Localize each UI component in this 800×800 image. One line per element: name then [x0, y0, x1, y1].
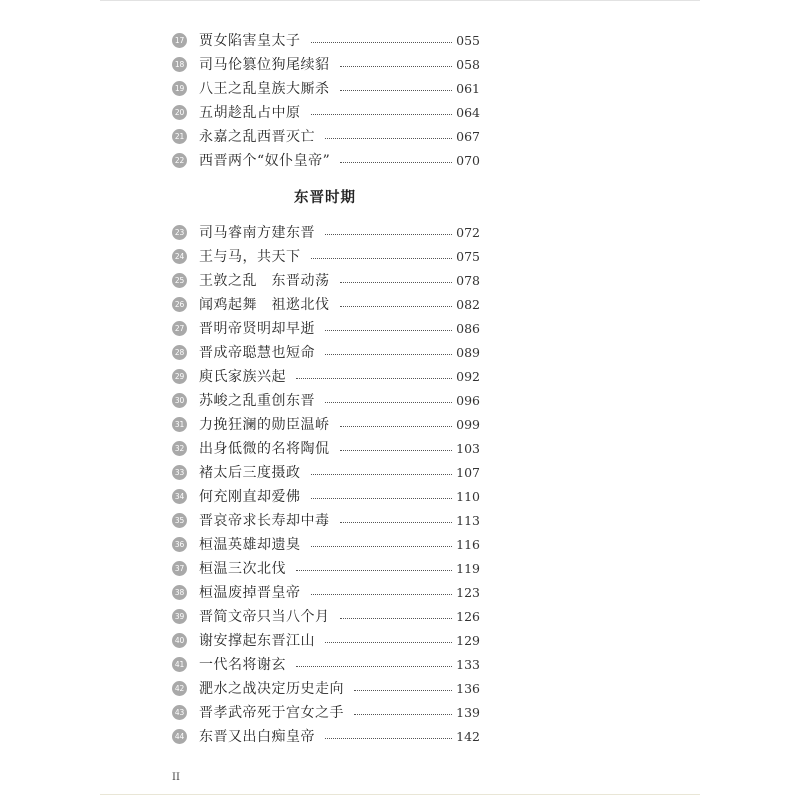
chapter-title: 桓温三次北伐 [199, 561, 286, 577]
toc-entry[interactable] [170, 316, 480, 340]
chapter-title: 西晋两个“奴仆皇帝” [199, 153, 331, 169]
toc-entry[interactable] [170, 148, 480, 172]
chapter-number-badge: 36 [172, 537, 187, 552]
dot-leader [340, 425, 453, 427]
dot-leader [340, 281, 453, 283]
toc-entry[interactable] [170, 484, 480, 508]
chapter-title: 淝水之战决定历史走向 [199, 681, 344, 697]
chapter-title: 桓温英雄却遗臭 [199, 537, 301, 553]
chapter-number-badge: 44 [172, 729, 187, 744]
dot-leader [325, 329, 452, 331]
chapter-page-number: 099 [456, 416, 480, 432]
toc-entry[interactable] [170, 412, 480, 436]
chapter-number-badge: 28 [172, 345, 187, 360]
chapter-title: 力挽狂澜的勋臣温峤 [199, 417, 330, 433]
chapter-number-badge: 30 [172, 393, 187, 408]
dot-leader [325, 737, 452, 739]
chapter-title: 晋明帝贤明却早逝 [199, 321, 315, 337]
section-heading-eastern-jin: 东晋时期 [294, 189, 356, 206]
dot-leader [311, 497, 453, 499]
toc-entry[interactable] [170, 556, 480, 580]
chapter-number-badge: 33 [172, 465, 187, 480]
chapter-page-number: 126 [456, 608, 480, 624]
chapter-page-number: 078 [456, 272, 480, 288]
chapter-page-number: 116 [456, 536, 480, 552]
dot-leader [296, 665, 452, 667]
chapter-page-number: 089 [456, 344, 480, 360]
dot-leader [340, 305, 453, 307]
chapter-number-badge: 17 [172, 33, 187, 48]
chapter-number-badge: 29 [172, 369, 187, 384]
chapter-page-number: 055 [456, 32, 480, 48]
chapter-title: 闻鸡起舞 祖逖北伐 [199, 297, 330, 313]
chapter-number-badge: 24 [172, 249, 187, 264]
dot-leader [340, 65, 453, 67]
chapter-number-badge: 39 [172, 609, 187, 624]
chapter-title: 晋哀帝求长寿却中毒 [199, 513, 330, 529]
chapter-title: 晋成帝聪慧也短命 [199, 345, 315, 361]
chapter-page-number: 067 [456, 128, 480, 144]
dot-leader [325, 137, 452, 139]
toc-entry[interactable] [170, 340, 480, 364]
dot-leader [296, 569, 452, 571]
toc-entry[interactable] [170, 268, 480, 292]
chapter-page-number: 072 [456, 224, 480, 240]
dot-leader [311, 113, 453, 115]
toc-entry[interactable] [170, 388, 480, 412]
chapter-title: 八王之乱皇族大厮杀 [199, 81, 330, 97]
dot-leader [340, 521, 453, 523]
chapter-title: 司马伦篡位狗尾续貂 [199, 57, 330, 73]
dot-leader [311, 41, 453, 43]
dot-leader [296, 377, 452, 379]
dot-leader [340, 89, 453, 91]
chapter-title: 东晋又出白痴皇帝 [199, 729, 315, 745]
chapter-title: 五胡趁乱占中原 [199, 105, 301, 121]
chapter-title: 晋简文帝只当八个月 [199, 609, 330, 625]
dot-leader [311, 257, 453, 259]
chapter-page-number: 064 [456, 104, 480, 120]
toc-entry[interactable] [170, 244, 480, 268]
dot-leader [311, 593, 453, 595]
chapter-title: 王与马，共天下 [199, 249, 301, 265]
toc-entry[interactable] [170, 580, 480, 604]
chapter-page-number: 070 [456, 152, 480, 168]
chapter-page-number: 113 [456, 512, 480, 528]
toc-entry[interactable] [170, 724, 480, 748]
chapter-title: 一代名将谢玄 [199, 657, 286, 673]
toc-entry[interactable] [170, 124, 480, 148]
dot-leader [340, 617, 453, 619]
chapter-number-badge: 25 [172, 273, 187, 288]
chapter-title: 褚太后三度摄政 [199, 465, 301, 481]
chapter-title: 桓温废掉晋皇帝 [199, 585, 301, 601]
chapter-page-number: 119 [456, 560, 480, 576]
toc-entry[interactable] [170, 628, 480, 652]
page-number-footer: II [172, 772, 180, 783]
chapter-page-number: 092 [456, 368, 480, 384]
toc-entry[interactable] [170, 100, 480, 124]
chapter-page-number: 086 [456, 320, 480, 336]
chapter-number-badge: 35 [172, 513, 187, 528]
chapter-number-badge: 26 [172, 297, 187, 312]
dot-leader [311, 545, 453, 547]
chapter-page-number: 123 [456, 584, 480, 600]
chapter-number-badge: 18 [172, 57, 187, 72]
dot-leader [325, 353, 452, 355]
chapter-page-number: 110 [456, 488, 480, 504]
chapter-title: 永嘉之乱西晋灭亡 [199, 129, 315, 145]
toc-entry[interactable] [170, 676, 480, 700]
dot-leader [340, 449, 453, 451]
toc-entry[interactable] [170, 700, 480, 724]
toc-entry[interactable] [170, 76, 480, 100]
chapter-page-number: 129 [456, 632, 480, 648]
chapter-number-badge: 40 [172, 633, 187, 648]
chapter-number-badge: 42 [172, 681, 187, 696]
chapter-page-number: 107 [456, 464, 480, 480]
toc-section-western-jin [170, 28, 480, 172]
chapter-number-badge: 41 [172, 657, 187, 672]
chapter-number-badge: 37 [172, 561, 187, 576]
page-top-border [100, 0, 700, 1]
chapter-number-badge: 20 [172, 105, 187, 120]
toc-entry[interactable] [170, 460, 480, 484]
toc-entry[interactable] [170, 364, 480, 388]
chapter-title: 出身低微的名将陶侃 [199, 441, 330, 457]
dot-leader [325, 401, 452, 403]
chapter-page-number: 103 [456, 440, 480, 456]
chapter-page-number: 075 [456, 248, 480, 264]
chapter-number-badge: 34 [172, 489, 187, 504]
chapter-title: 王敦之乱 东晋动荡 [199, 273, 330, 289]
dot-leader [325, 233, 452, 235]
dot-leader [311, 473, 453, 475]
chapter-number-badge: 19 [172, 81, 187, 96]
chapter-number-badge: 22 [172, 153, 187, 168]
dot-leader [354, 689, 452, 691]
toc-entry[interactable] [170, 220, 480, 244]
chapter-title: 贾女陷害皇太子 [199, 33, 301, 49]
chapter-title: 苏峻之乱重创东晋 [199, 393, 315, 409]
chapter-page-number: 058 [456, 56, 480, 72]
toc-entry[interactable] [170, 532, 480, 556]
chapter-number-badge: 43 [172, 705, 187, 720]
chapter-page-number: 136 [456, 680, 480, 696]
toc-entry[interactable] [170, 28, 480, 52]
chapter-number-badge: 23 [172, 225, 187, 240]
dot-leader [325, 641, 452, 643]
chapter-page-number: 061 [456, 80, 480, 96]
chapter-title: 庾氏家族兴起 [199, 369, 286, 385]
chapter-number-badge: 21 [172, 129, 187, 144]
toc-entry[interactable] [170, 292, 480, 316]
chapter-number-badge: 27 [172, 321, 187, 336]
chapter-page-number: 142 [456, 728, 480, 744]
chapter-number-badge: 31 [172, 417, 187, 432]
chapter-number-badge: 32 [172, 441, 187, 456]
page-bottom-border [100, 794, 700, 795]
toc-entry[interactable] [170, 652, 480, 676]
chapter-page-number: 133 [456, 656, 480, 672]
chapter-title: 司马睿南方建东晋 [199, 225, 315, 241]
toc-section-eastern-jin [170, 220, 480, 748]
chapter-title: 谢安撑起东晋江山 [199, 633, 315, 649]
chapter-number-badge: 38 [172, 585, 187, 600]
dot-leader [354, 713, 452, 715]
dot-leader [340, 161, 452, 163]
toc-entry[interactable] [170, 52, 480, 76]
toc-entry[interactable] [170, 436, 480, 460]
chapter-page-number: 082 [456, 296, 480, 312]
toc-entry[interactable] [170, 604, 480, 628]
chapter-title: 何充刚直却爱佛 [199, 489, 301, 505]
toc-entry[interactable] [170, 508, 480, 532]
chapter-title: 晋孝武帝死于宫女之手 [199, 705, 344, 721]
chapter-page-number: 139 [456, 704, 480, 720]
chapter-page-number: 096 [456, 392, 480, 408]
